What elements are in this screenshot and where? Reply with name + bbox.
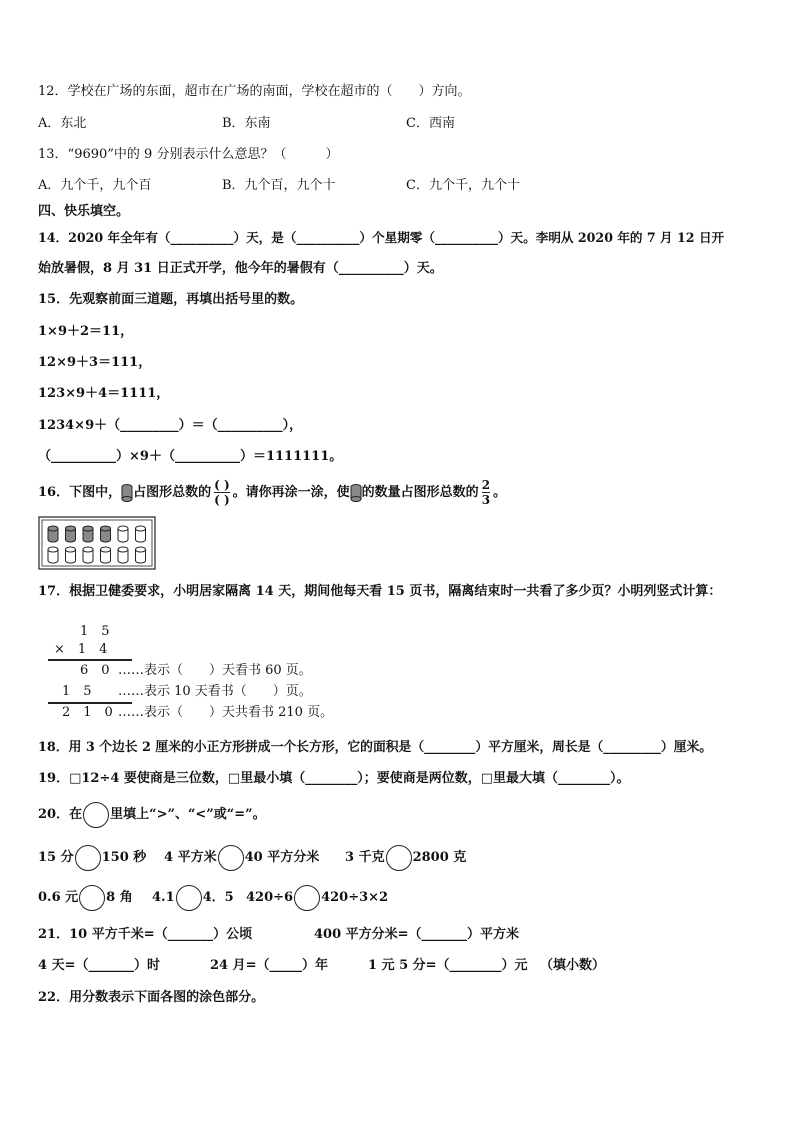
q12-option-a: A．东北 bbox=[38, 116, 87, 131]
calc-rule-2 bbox=[48, 702, 132, 704]
q16-text-2: 占图形总数的 bbox=[133, 485, 212, 500]
blank-cylinder-icon[interactable] bbox=[48, 547, 58, 563]
blank-cylinder-icon[interactable] bbox=[83, 547, 93, 563]
q12-option-c: C．西南 bbox=[406, 116, 455, 131]
q15-equation-3: 123×9＋4＝1111， bbox=[38, 386, 170, 401]
calc-multiplicand: 1 5 bbox=[80, 624, 110, 639]
blank-cylinder-icon[interactable] bbox=[118, 526, 128, 542]
q16-target-numerator: 2 bbox=[481, 478, 491, 492]
q20-r1-2-left: 4 平方米 bbox=[164, 850, 217, 865]
q16-text-4: 的数量占图形总数的 bbox=[361, 485, 479, 500]
calc-product: 2 1 0 bbox=[62, 705, 113, 720]
q20-row-1-item-2 bbox=[164, 844, 319, 872]
q20-row-2-item-2 bbox=[152, 884, 234, 912]
blank-cylinder-icon[interactable] bbox=[101, 547, 111, 563]
q15-equation-4: 1234×9＋（_________）＝（__________）， bbox=[38, 418, 303, 433]
q15-equation-2: 12×9＋3＝111， bbox=[38, 355, 152, 370]
calc-note-2: ……表示 10 天看书（ ）页。 bbox=[118, 684, 312, 699]
q13-option-c: C．九个千，九个十 bbox=[406, 178, 520, 193]
q16-text-3: 。请你再涂一涂，使 bbox=[232, 485, 350, 500]
q20-row-2-item-3 bbox=[246, 884, 388, 912]
q22-stem: 22．用分数表示下面各图的涂色部分。 bbox=[38, 990, 265, 1005]
q20-r2-2-right: 4．5 bbox=[202, 890, 234, 905]
blank-cylinder-icon[interactable] bbox=[66, 547, 76, 563]
q21-item-d: 24 月=（_____）年 bbox=[210, 958, 329, 973]
blank-cylinder-icon[interactable] bbox=[136, 547, 146, 563]
q16-text-5: 。 bbox=[493, 485, 507, 500]
q15-equation-1: 1×9＋2＝11， bbox=[38, 324, 134, 339]
q20-r2-2-left: 4.1 bbox=[152, 890, 175, 905]
q20-text-1: 20．在 bbox=[38, 807, 83, 822]
q20-r2-1-right: 8 角 bbox=[106, 890, 133, 905]
calc-multiplier: × 1 4 bbox=[54, 642, 108, 657]
shaded-cylinder-icon[interactable] bbox=[48, 526, 58, 542]
q21-item-e: 1 元 5 分=（________）元 bbox=[368, 958, 528, 973]
q20-r1-2-right: 40 平方分米 bbox=[244, 850, 320, 865]
shaded-cylinder-icon bbox=[350, 483, 362, 503]
q14-line2: 始放暑假，8 月 31 日正式开学，他今年的暑假有（__________）天。 bbox=[38, 261, 443, 276]
q20-r2-1-left: 0.6 元 bbox=[38, 890, 79, 905]
q13-stem: 13．“9690”中的 9 分别表示什么意思？（ ） bbox=[38, 147, 339, 162]
q12-stem: 12．学校在广场的东面，超市在广场的南面，学校在超市的（ ）方向。 bbox=[38, 84, 471, 99]
shaded-cylinder-icon[interactable] bbox=[101, 526, 111, 542]
q16-blank-denominator: ( ) bbox=[214, 493, 230, 507]
q20-r2-3-left: 420÷6 bbox=[246, 890, 294, 905]
compare-circle-blank[interactable] bbox=[218, 845, 244, 871]
q16-text-1: 16．下图中， bbox=[38, 485, 122, 500]
q20-r1-1-left: 15 分 bbox=[38, 850, 74, 865]
compare-circle-blank[interactable] bbox=[294, 885, 320, 911]
compare-circle-blank[interactable] bbox=[79, 885, 105, 911]
cylinder-grid bbox=[38, 516, 156, 570]
shaded-cylinder-icon bbox=[121, 483, 133, 503]
blank-cylinder-icon[interactable] bbox=[136, 526, 146, 542]
q20-stem bbox=[38, 801, 266, 829]
q16-stem bbox=[38, 478, 506, 510]
shaded-cylinder-icon[interactable] bbox=[83, 526, 93, 542]
q21-item-b: 400 平方分米=（_______）平方米 bbox=[314, 927, 520, 942]
q21-item-c: 4 天=（_______）时 bbox=[38, 958, 160, 973]
q12-option-b: B．东南 bbox=[222, 116, 271, 131]
compare-circle-blank[interactable] bbox=[75, 845, 101, 871]
q21-item-a: 21．10 平方千米=（_______）公顷 bbox=[38, 927, 253, 942]
q16-target-fraction bbox=[482, 478, 490, 507]
q15-equation-5: （__________）×9＋（__________）＝1111111。 bbox=[38, 449, 343, 464]
section-heading: 四、快乐填空。 bbox=[38, 204, 130, 219]
shaded-cylinder-icon[interactable] bbox=[66, 526, 76, 542]
q17-stem: 17．根据卫健委要求，小明居家隔离 14 天，期间他每天看 15 页书，隔离结束时一共看了多少页？小明列竖式计算： bbox=[38, 584, 722, 599]
calc-partial-1: 6 0 bbox=[80, 663, 110, 678]
calc-note-3: ……表示（ ）天共看书 210 页。 bbox=[118, 705, 334, 720]
q16-blank-numerator: ( ) bbox=[214, 478, 230, 492]
q21-item-f: （填小数） bbox=[540, 958, 606, 973]
q16-target-denominator: 3 bbox=[481, 493, 491, 507]
blank-cylinder-icon[interactable] bbox=[118, 547, 128, 563]
q20-row-1 bbox=[38, 844, 146, 872]
q15-stem: 15．先观察前面三道题，再填出括号里的数。 bbox=[38, 292, 304, 307]
q20-row-1-item-3 bbox=[345, 844, 466, 872]
q13-option-a: A．九个千，九个百 bbox=[38, 178, 152, 193]
q19-stem: 19．□12÷4 要使商是三位数，□里最小填（________）；要使商是两位数，□里最大填（________）。 bbox=[38, 771, 630, 786]
compare-circle-blank[interactable] bbox=[176, 885, 202, 911]
calc-note-1: ……表示（ ）天看书 60 页。 bbox=[118, 663, 312, 678]
q18-stem: 18．用 3 个边长 2 厘米的小正方形拼成一个长方形，它的面积是（________）平方厘米，周长是（_________）厘米。 bbox=[38, 740, 713, 755]
compare-circle-blank[interactable] bbox=[83, 802, 109, 828]
q20-r1-1-right: 150 秒 bbox=[101, 850, 147, 865]
q14-line1: 14．2020 年全年有（__________）天，是（__________）个星期零（__________）天。李明从 2020 年的 7 月 12 日开 bbox=[38, 230, 725, 245]
q20-r1-3-left: 3 千克 bbox=[345, 850, 385, 865]
q20-r2-3-right: 420÷3×2 bbox=[321, 890, 389, 905]
q16-blank-fraction bbox=[214, 478, 230, 507]
q20-r1-3-right: 2800 克 bbox=[412, 850, 467, 865]
q20-text-2: 里填上“>”、“<”或“=”。 bbox=[110, 807, 266, 822]
calc-rule-1 bbox=[48, 659, 132, 661]
compare-circle-blank[interactable] bbox=[386, 845, 412, 871]
q13-option-b: B．九个百，九个十 bbox=[222, 178, 336, 193]
calc-partial-2: 1 5 bbox=[62, 684, 92, 699]
q20-row-2 bbox=[38, 884, 133, 912]
